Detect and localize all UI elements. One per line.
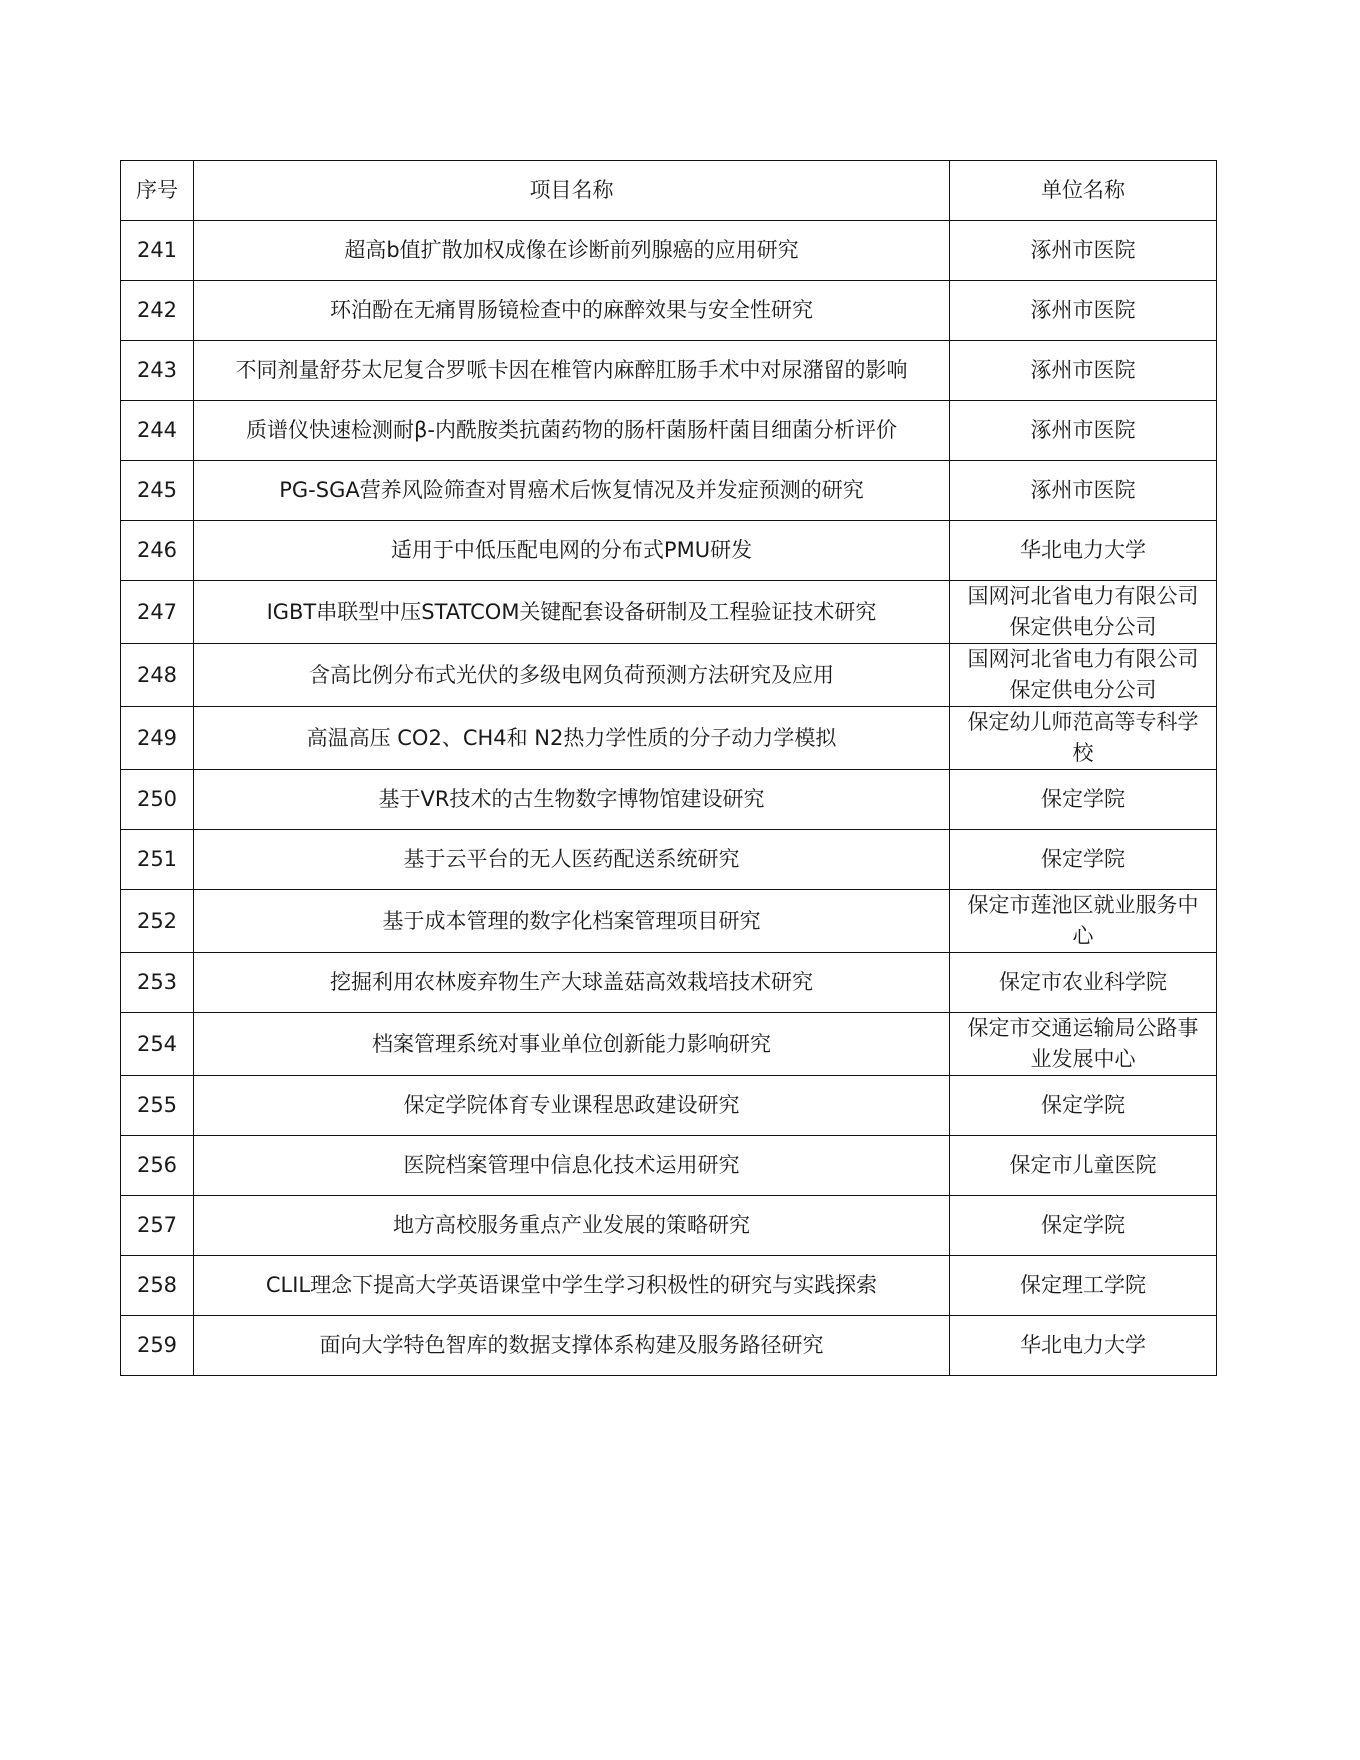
row-no: 257 xyxy=(121,1196,194,1256)
table-row xyxy=(121,890,1217,953)
row-project: 基于VR技术的古生物数字博物馆建设研究 xyxy=(194,770,950,830)
row-unit: 保定学院 xyxy=(950,1076,1217,1136)
row-unit: 保定理工学院 xyxy=(950,1256,1217,1316)
row-no: 245 xyxy=(121,461,194,521)
row-project: 医院档案管理中信息化技术运用研究 xyxy=(194,1136,950,1196)
row-no: 247 xyxy=(121,581,194,644)
project-table-container xyxy=(120,160,1216,1376)
row-unit: 涿州市医院 xyxy=(950,341,1217,401)
table-row xyxy=(121,1076,1217,1136)
row-unit: 涿州市医院 xyxy=(950,401,1217,461)
row-project: 基于成本管理的数字化档案管理项目研究 xyxy=(194,890,950,953)
row-no: 255 xyxy=(121,1076,194,1136)
table-row xyxy=(121,1316,1217,1376)
row-no: 242 xyxy=(121,281,194,341)
row-unit: 保定市农业科学院 xyxy=(950,953,1217,1013)
table-row xyxy=(121,1136,1217,1196)
row-unit: 保定幼儿师范高等专科学校 xyxy=(950,707,1217,770)
row-project: 环泊酚在无痛胃肠镜检查中的麻醉效果与安全性研究 xyxy=(194,281,950,341)
table-row xyxy=(121,1256,1217,1316)
row-unit: 华北电力大学 xyxy=(950,521,1217,581)
header-project: 项目名称 xyxy=(194,161,950,221)
row-no: 241 xyxy=(121,221,194,281)
row-unit: 保定学院 xyxy=(950,830,1217,890)
table-row xyxy=(121,830,1217,890)
table-row xyxy=(121,1013,1217,1076)
table-row xyxy=(121,461,1217,521)
table-row xyxy=(121,953,1217,1013)
table-row xyxy=(121,707,1217,770)
row-no: 258 xyxy=(121,1256,194,1316)
table-row xyxy=(121,770,1217,830)
row-unit: 华北电力大学 xyxy=(950,1316,1217,1376)
table-row xyxy=(121,581,1217,644)
row-no: 252 xyxy=(121,890,194,953)
row-unit: 保定市儿童医院 xyxy=(950,1136,1217,1196)
table-row xyxy=(121,521,1217,581)
table-row xyxy=(121,341,1217,401)
row-project: IGBT串联型中压STATCOM关键配套设备研制及工程验证技术研究 xyxy=(194,581,950,644)
row-no: 250 xyxy=(121,770,194,830)
row-project: 质谱仪快速检测耐β-内酰胺类抗菌药物的肠杆菌肠杆菌目细菌分析评价 xyxy=(194,401,950,461)
row-unit: 涿州市医院 xyxy=(950,221,1217,281)
table-row xyxy=(121,401,1217,461)
header-no: 序号 xyxy=(121,161,194,221)
table-row xyxy=(121,644,1217,707)
row-project: 不同剂量舒芬太尼复合罗哌卡因在椎管内麻醉肛肠手术中对尿潴留的影响 xyxy=(194,341,950,401)
row-unit: 涿州市医院 xyxy=(950,461,1217,521)
row-project: PG-SGA营养风险筛查对胃癌术后恢复情况及并发症预测的研究 xyxy=(194,461,950,521)
row-project: 适用于中低压配电网的分布式PMU研发 xyxy=(194,521,950,581)
row-project: 含高比例分布式光伏的多级电网负荷预测方法研究及应用 xyxy=(194,644,950,707)
row-no: 248 xyxy=(121,644,194,707)
row-unit: 国网河北省电力有限公司保定供电分公司 xyxy=(950,581,1217,644)
row-project: 高温高压 CO2、CH4和 N2热力学性质的分子动力学模拟 xyxy=(194,707,950,770)
row-unit: 保定学院 xyxy=(950,1196,1217,1256)
row-project: CLIL理念下提高大学英语课堂中学生学习积极性的研究与实践探索 xyxy=(194,1256,950,1316)
project-table xyxy=(120,160,1217,1376)
table-row xyxy=(121,221,1217,281)
row-unit: 涿州市医院 xyxy=(950,281,1217,341)
row-no: 254 xyxy=(121,1013,194,1076)
row-no: 249 xyxy=(121,707,194,770)
row-project: 地方高校服务重点产业发展的策略研究 xyxy=(194,1196,950,1256)
row-no: 253 xyxy=(121,953,194,1013)
row-project: 超高b值扩散加权成像在诊断前列腺癌的应用研究 xyxy=(194,221,950,281)
row-project: 档案管理系统对事业单位创新能力影响研究 xyxy=(194,1013,950,1076)
table-row xyxy=(121,281,1217,341)
row-unit: 保定市交通运输局公路事业发展中心 xyxy=(950,1013,1217,1076)
table-header-row xyxy=(121,161,1217,221)
row-no: 246 xyxy=(121,521,194,581)
row-project: 面向大学特色智库的数据支撑体系构建及服务路径研究 xyxy=(194,1316,950,1376)
table-row xyxy=(121,1196,1217,1256)
row-unit: 保定市莲池区就业服务中心 xyxy=(950,890,1217,953)
row-unit: 国网河北省电力有限公司保定供电分公司 xyxy=(950,644,1217,707)
row-project: 保定学院体育专业课程思政建设研究 xyxy=(194,1076,950,1136)
row-no: 243 xyxy=(121,341,194,401)
row-no: 259 xyxy=(121,1316,194,1376)
row-project: 挖掘利用农林废弃物生产大球盖菇高效栽培技术研究 xyxy=(194,953,950,1013)
row-no: 251 xyxy=(121,830,194,890)
row-project: 基于云平台的无人医药配送系统研究 xyxy=(194,830,950,890)
header-unit: 单位名称 xyxy=(950,161,1217,221)
row-no: 256 xyxy=(121,1136,194,1196)
row-unit: 保定学院 xyxy=(950,770,1217,830)
row-no: 244 xyxy=(121,401,194,461)
